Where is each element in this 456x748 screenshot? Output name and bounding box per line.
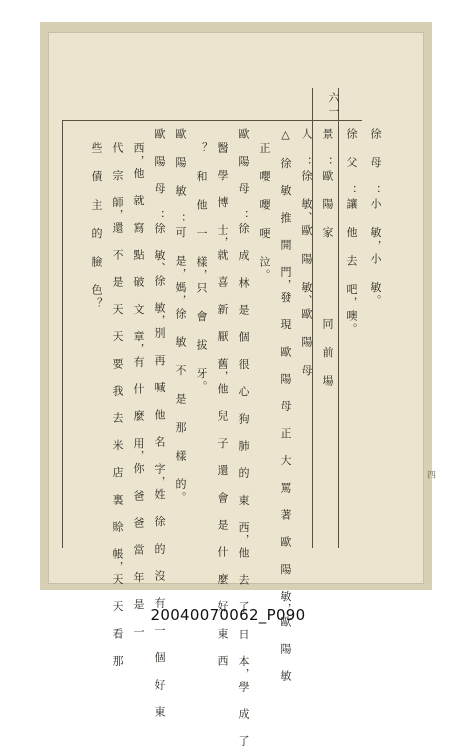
- dialogue-line-7: 代 宗 師，還 不 是 天 天 要 我 去 米 店 裏 賒 帳，天 天 看 那: [111, 142, 124, 668]
- dialogue-line-2: 醫 學 博 士，就 喜 新 厭 舊，他 兒 子 還 會 是 什 麼 好 東 西: [216, 142, 229, 668]
- dialogue-line-6: 西，他 就 寫 點 破 文 章，有 什 麼 用，你 爸 爸 當 年 是 一: [132, 142, 145, 639]
- page-number: 六一: [327, 92, 340, 119]
- script-line-2: 徐 父 ：讓 他 去 吧，噢。: [345, 128, 358, 336]
- scene-time: 同 前 場: [321, 318, 334, 388]
- dialogue-line-4: 歐 陽 敏 ：可 是，媽，徐 敏 不 是 那 樣 的。: [174, 128, 187, 505]
- image-caption: 20040070062_P090: [150, 606, 306, 624]
- stage-direction-1: △ 徐 敏 推 開 門，發 現 歐 陽 母 正 大 罵 著 歐 陽 敏，歐 陽 敏: [279, 128, 292, 683]
- dialogue-line-8: 些 債 主 的 臉 色？: [90, 142, 103, 311]
- margin-line-right: [338, 88, 339, 548]
- scene-characters: 人 ：徐 敏、歐 陽 敏、歐 陽 母: [300, 128, 313, 378]
- stage-direction-2: 正 嚶 嚶 哽 泣。: [258, 142, 271, 282]
- margin-line-left: [62, 120, 63, 548]
- edge-mark: 四: [425, 470, 435, 479]
- script-line-1: 徐 母 ：小 敏，小 敏。: [369, 128, 382, 308]
- dialogue-line-1: 歐 陽 母 ：徐 成 林 是 個 很 心 狗 肺 的 東 西，他 去 了 日 本，學 成 了: [237, 128, 250, 748]
- dialogue-line-3: ？ 和 他 一 樣，只 會 拔 牙。: [195, 142, 208, 394]
- scene-heading: 景 ：歐 陽 家: [321, 128, 334, 240]
- header-rule: [62, 120, 362, 121]
- dialogue-line-5: 歐 陽 母 ：徐 敏、徐 敏，別 再 喊 他 名 字，姓 徐 的 沒 有 一 個 好 東: [153, 128, 166, 719]
